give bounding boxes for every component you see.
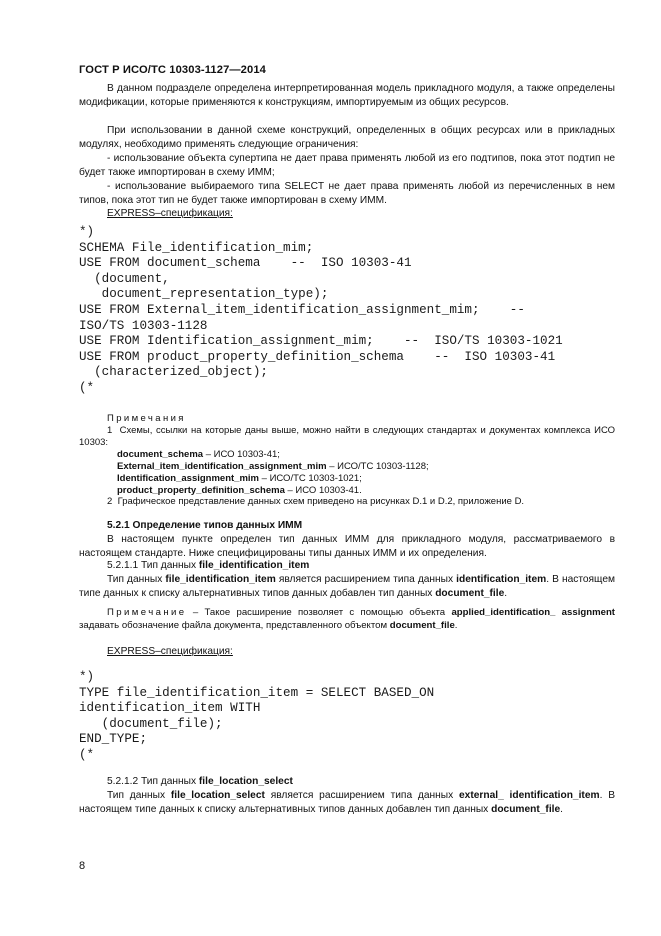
code-line: (document, xyxy=(79,271,170,286)
section-5211-text: Тип данных file_identification_item является расширением типа данных identification_item. В настоящем типе данных к списку альтернативных типов данных добавлен тип данных document_file. xyxy=(79,574,615,599)
note-reference-4: product_property_definition_schema – ИСО 10303-41. xyxy=(117,485,362,496)
code-line: document_representation_type); xyxy=(79,287,329,302)
intro-paragraph-1: В данном подразделе определена интерпретированная модель прикладного модуля, а также определены модификации, которые применяются к конструкциям, импортируемым из общих ресурсов. xyxy=(79,83,615,108)
code-line: *) xyxy=(79,225,95,239)
note-reference-1: document_schema – ИСО 10303-41; xyxy=(117,449,280,460)
code-line: (characterized_object); xyxy=(79,365,268,380)
express-spec-label-1: EXPRESS–спецификация: xyxy=(107,208,233,219)
express-spec-label-2: EXPRESS–спецификация: xyxy=(107,646,233,657)
express-code-block-2 xyxy=(79,670,434,764)
code-line: TYPE file_identification_item = SELECT BASED_ON xyxy=(79,685,435,700)
code-line: (* xyxy=(79,380,95,395)
express-code-block-1 xyxy=(79,225,563,397)
code-line: *) xyxy=(79,670,95,684)
section-5212-heading: 5.2.1.2 Тип данных file_location_select xyxy=(107,776,293,787)
page-number: 8 xyxy=(79,860,86,872)
code-line: (document_file); xyxy=(79,716,223,731)
code-line: (* xyxy=(79,747,95,762)
section-521-heading: 5.2.1 Определение типов данных ИММ xyxy=(107,520,303,531)
code-line: END_TYPE; xyxy=(79,732,148,747)
note-reference-3: Identification_assignment_mim – ИСО/ТС 10303-1021; xyxy=(117,473,362,484)
code-line: USE FROM External_item_identification_assignment_mim; -- xyxy=(79,302,525,317)
code-line: identification_item WITH xyxy=(79,701,261,716)
code-line: USE FROM product_property_definition_schema -- ISO 10303-41 xyxy=(79,349,556,364)
document-header: ГОСТ Р ИСО/ТС 10303-1127—2014 xyxy=(79,64,266,76)
section-5211-note: Примечание – Такое расширение позволяет с помощью объекта applied_identification_ assignment задавать обозначение файла документа, представленного объектом document_file. xyxy=(79,607,615,631)
note-1: 1 Схемы, ссылки на которые даны выше, можно найти в следующих стандартах и документах комплекса ИСО 10303: xyxy=(79,425,615,448)
code-line: ISO/TS 10303-1128 xyxy=(79,318,208,333)
note-reference-2: External_item_identification_assignment_mim – ИСО/ТС 10303-1128; xyxy=(117,461,429,472)
section-521-text: В настоящем пункте определен тип данных ИММ для прикладного модуля, рассматриваемого в настоящем стандарте. Ниже специфицированы типы данных ИММ и их определения. xyxy=(79,534,615,559)
code-line: USE FROM document_schema -- ISO 10303-41 xyxy=(79,256,412,271)
section-5211-heading: 5.2.1.1 Тип данных file_identification_item xyxy=(107,560,310,571)
section-5212-text: Тип данных file_location_select является расширением типа данных external_ identification_item. В настоящем типе данных к списку альтернативных типов данных добавлен тип данных document_file. xyxy=(79,790,615,815)
restriction-bullet-2: - использование выбираемого типа SELECT не дает права применять любой из перечисленных в нем типов, пока этот тип не будет также импортирован в схему ИММ. xyxy=(79,181,615,206)
intro-paragraph-2: При использовании в данной схеме конструкций, определенных в общих ресурсах или в прикладных модулях, необходимо применять следующие ограничения: xyxy=(79,125,615,150)
note-2: 2 Графическое представление данных схем приведено на рисунках D.1 и D.2, приложение D. xyxy=(107,496,525,507)
code-line: USE FROM Identification_assignment_mim; -- ISO/TS 10303-1021 xyxy=(79,334,563,349)
code-line: SCHEMA File_identification_mim; xyxy=(79,240,314,255)
restriction-bullet-1: - использование объекта супертипа не дает права применять любой из его подтипов, пока этот подтип не будет также импортирован в схему ИММ; xyxy=(79,153,615,178)
notes-title: Примечания xyxy=(107,413,186,424)
